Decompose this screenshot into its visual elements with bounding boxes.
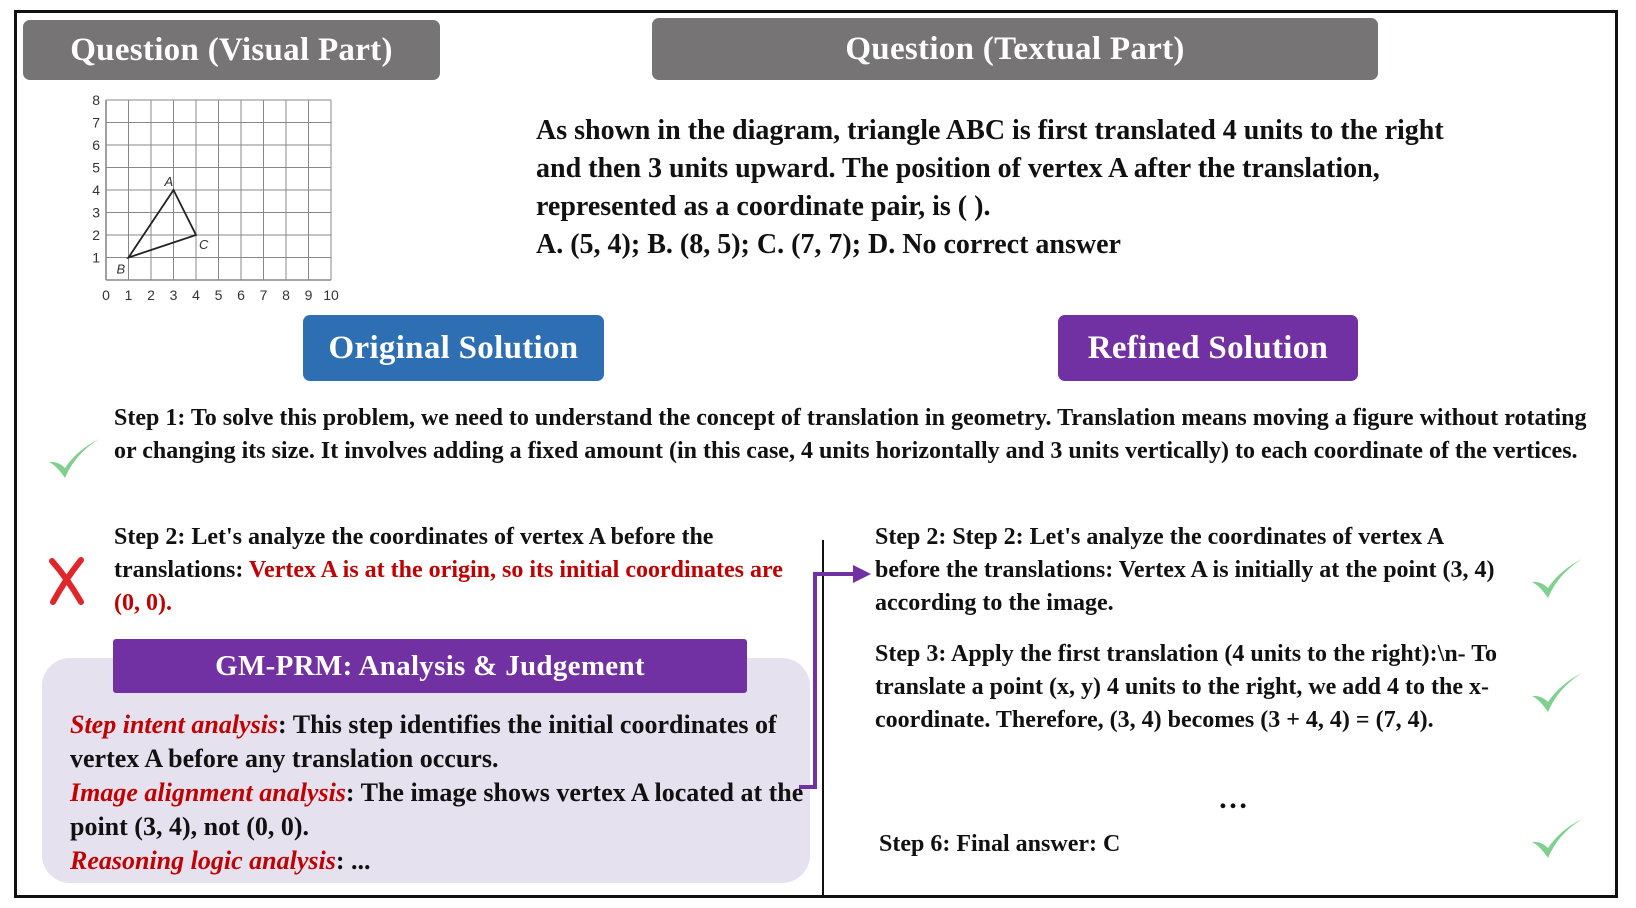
x-tick-label: 2 [147,287,155,303]
y-tick-label: 8 [92,92,100,108]
reasoning-logic-analysis [70,844,810,878]
question-options: A. (5, 4); B. (8, 5); C. (7, 7); D. No correct answer [536,229,1121,260]
y-tick-label: 3 [92,204,100,221]
y-tick-label: 6 [92,137,100,153]
intent-analysis [70,708,810,776]
x-tick-label: 7 [259,287,268,303]
vertex-label-b: B [116,261,126,277]
refined-solution-header: Refined Solution [1058,315,1358,381]
x-tick-label: 5 [214,287,223,303]
y-tick-label: 5 [92,159,100,176]
intent-analysis-label: Step intent analysis [70,710,279,739]
x-tick-label: 3 [169,287,178,303]
original-step-2-error: Vertex A is at the origin, so its initial coordinates are (0, 0). [114,557,783,616]
x-tick-label: 1 [124,287,133,303]
checkmark-icon [1528,670,1584,716]
refined-step-3: Step 3: Apply the first translation (4 units to the right):\n- To translate a point (x, y) 4 units to the right, we add 4 to the x-coordinate. Therefore, (3, 4) becomes (3 + 4, 4) = (7, 4). [875,641,1498,733]
y-tick-label: 1 [92,249,100,266]
y-tick-label: 2 [92,227,100,243]
refined-step-2: Step 2: Step 2: Let's analyze the coordinates of vertex A before the translations: Vertex A is initially at the point (3, 4) according to the image. [875,524,1495,616]
image-alignment-analysis [70,776,810,844]
checkmark-icon [1528,556,1584,602]
refined-step-6: Step 6: Final answer: C [879,831,1121,857]
vertex-label-c: C [199,237,209,252]
x-tick-label: 9 [304,287,313,303]
cross-icon [47,556,87,606]
x-tick-label: 4 [192,287,200,303]
ellipsis: … [1218,782,1248,815]
x-tick-label: 10 [323,287,339,303]
image-alignment-text: : The image shows vertex A located at the point (3, 4), not (0, 0). [70,778,804,841]
original-step-2 [114,521,794,620]
checkmark-icon [45,436,101,482]
reasoning-logic-text: : ... [335,846,371,875]
intent-analysis-text: : This step identifies the initial coordinates of vertex A before any translation occurs. [70,710,777,773]
original-step-1: Step 1: To solve this problem, we need to understand the concept of translation in geometry. Translation means moving a figure without rotating or changing its size. It involves adding a fixed amount (in this case, 4 units horizontally and 3 units vertically) to each coordinate of the vertices. [114,405,1587,464]
original-step-2-text: Step 2: Let's analyze the coordinates of vertex A before the translations: [114,524,714,583]
analysis-text [70,708,810,878]
question-line-2: and then 3 units upward. The position of vertex A after the translation, [536,153,1380,184]
x-tick-label: 8 [282,287,290,303]
y-tick-label: 4 [92,182,100,198]
checkmark-icon [1528,816,1584,862]
coordinate-grid [80,87,440,317]
arrow-connector [795,560,875,800]
vertex-labels [117,174,210,277]
question-line-1: As shown in the diagram, triangle ABC is first translated 4 units to the right [536,115,1444,146]
y-tick-label: 7 [92,114,100,131]
question-text [536,112,1611,264]
gmprm-header: GM-PRM: Analysis & Judgement [113,639,747,693]
visual-part-header: Question (Visual Part) [23,20,440,80]
x-tick-label: 6 [237,287,245,303]
original-solution-header: Original Solution [303,315,604,381]
image-alignment-label: Image alignment analysis [70,778,346,807]
textual-part-header: Question (Textual Part) [652,18,1378,80]
x-tick-label: 0 [102,287,110,303]
vertex-label-a: A [164,174,174,189]
triangle-abc [129,190,197,258]
reasoning-logic-label: Reasoning logic analysis [70,846,336,875]
grid-tick-labels [92,92,339,303]
question-line-3: represented as a coordinate pair, is ( ). [536,191,991,222]
